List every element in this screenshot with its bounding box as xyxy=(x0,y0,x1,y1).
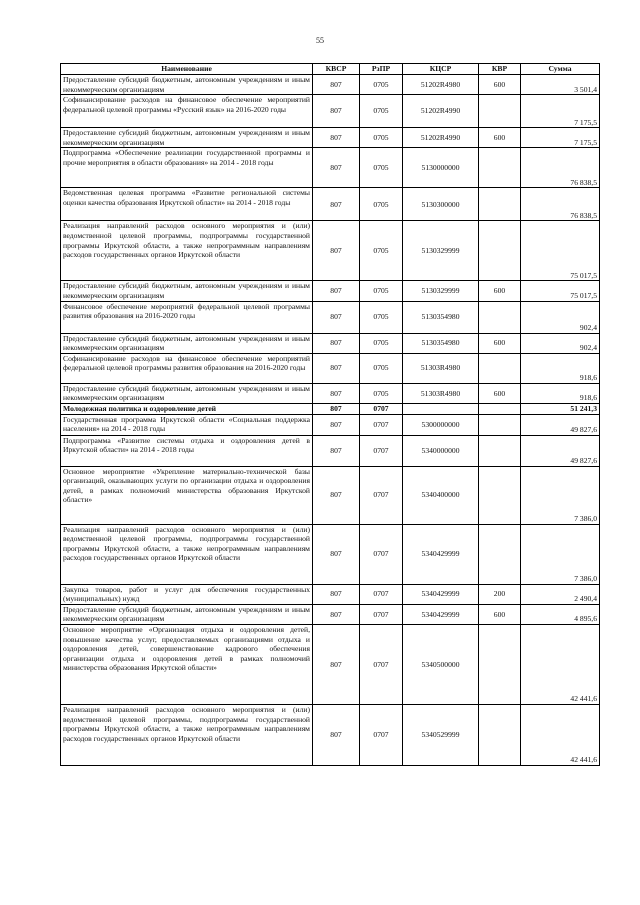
cell-name: Ведомственная целевая программа «Развитие региональной системы оценки качества образования Иркутской области» на 2014 - 2018 годы xyxy=(61,188,313,221)
cell-rzpr: 0705 xyxy=(360,383,403,403)
cell-kvsr: 807 xyxy=(313,221,360,281)
cell-sum: 7 386,0 xyxy=(521,524,600,584)
cell-kvr: 600 xyxy=(479,383,521,403)
cell-kvr: 600 xyxy=(479,333,521,353)
cell-rzpr: 0705 xyxy=(360,301,403,333)
cell-sum: 7 175,5 xyxy=(521,128,600,148)
header-name: Наименование xyxy=(61,64,313,75)
cell-kcsr xyxy=(403,403,479,414)
cell-kvr: 600 xyxy=(479,75,521,95)
table-row xyxy=(61,188,600,221)
cell-sum: 76 838,5 xyxy=(521,148,600,188)
cell-kvsr: 807 xyxy=(313,95,360,128)
header-kcsr: КЦСР xyxy=(403,64,479,75)
cell-kvsr: 807 xyxy=(313,301,360,333)
cell-kcsr: 51202R4990 xyxy=(403,128,479,148)
cell-kvsr: 807 xyxy=(313,281,360,301)
cell-rzpr: 0705 xyxy=(360,281,403,301)
cell-kcsr: 5130000000 xyxy=(403,148,479,188)
table-row xyxy=(61,301,600,333)
table-row xyxy=(61,333,600,353)
cell-rzpr: 0707 xyxy=(360,403,403,414)
table-row xyxy=(61,403,600,414)
cell-name: Реализация направлений расходов основного мероприятия и (или) ведомственной целевой программы, подпрограммы государственной программы Иркутской области, а также непрограммным направлениям расходов государственных органов Иркутской области xyxy=(61,524,313,584)
cell-sum: 42 441,6 xyxy=(521,704,600,765)
cell-kvr xyxy=(479,301,521,333)
budget-table xyxy=(60,63,600,766)
cell-kvr: 200 xyxy=(479,584,521,604)
cell-sum: 75 017,5 xyxy=(521,281,600,301)
cell-kvsr: 807 xyxy=(313,435,360,466)
cell-sum: 902,4 xyxy=(521,301,600,333)
cell-name: Предоставление субсидий бюджетным, автономным учреждениям и иным некоммерческим организациям xyxy=(61,604,313,624)
cell-kcsr: 5340500000 xyxy=(403,624,479,704)
cell-rzpr: 0705 xyxy=(360,148,403,188)
table-row xyxy=(61,281,600,301)
cell-sum: 7 175,5 xyxy=(521,95,600,128)
table-row xyxy=(61,704,600,765)
cell-sum: 49 827,6 xyxy=(521,435,600,466)
cell-kvsr: 807 xyxy=(313,148,360,188)
cell-kvsr: 807 xyxy=(313,403,360,414)
cell-kvr xyxy=(479,95,521,128)
table-row xyxy=(61,383,600,403)
cell-kvr: 600 xyxy=(479,128,521,148)
table-body xyxy=(61,75,600,766)
cell-name: Предоставление субсидий бюджетным, автономным учреждениям и иным некоммерческим организациям xyxy=(61,128,313,148)
cell-name: Основное мероприятие «Организация отдыха и оздоровления детей, повышение качества услуг, предоставляемых организациями отдыха и оздоровления детей, совершенствование кадрового обеспечения организации отдыха и оздоровления детей в рамках полномочий министерства образования Иркутской области» xyxy=(61,624,313,704)
cell-kcsr: 5130354980 xyxy=(403,301,479,333)
cell-kvr xyxy=(479,221,521,281)
cell-kvr xyxy=(479,188,521,221)
table-row xyxy=(61,524,600,584)
header-sum: Сумма xyxy=(521,64,600,75)
cell-rzpr: 0707 xyxy=(360,524,403,584)
cell-rzpr: 0707 xyxy=(360,604,403,624)
cell-sum: 49 827,6 xyxy=(521,414,600,435)
cell-name: Реализация направлений расходов основного мероприятия и (или) ведомственной целевой программы, подпрограммы государственной программы Иркутской области, а также непрограммным направлениям расходов государственных органов Иркутской области xyxy=(61,704,313,765)
header-rzpr: РзПР xyxy=(360,64,403,75)
cell-name: Предоставление субсидий бюджетным, автономным учреждениям и иным некоммерческим организациям xyxy=(61,333,313,353)
cell-kcsr: 5130329999 xyxy=(403,221,479,281)
header-kvsr: КВСР xyxy=(313,64,360,75)
cell-kvr xyxy=(479,435,521,466)
cell-kvsr: 807 xyxy=(313,414,360,435)
cell-kvsr: 807 xyxy=(313,188,360,221)
cell-kcsr: 5340000000 xyxy=(403,435,479,466)
cell-rzpr: 0707 xyxy=(360,584,403,604)
table-row xyxy=(61,414,600,435)
table-row xyxy=(61,353,600,383)
cell-kcsr: 5340429999 xyxy=(403,524,479,584)
cell-name: Реализация направлений расходов основного мероприятия и (или) ведомственной целевой программы, подпрограммы государственной программы Иркутской области, а также непрограммным направлениям расходов государственных органов Иркутской области xyxy=(61,221,313,281)
cell-rzpr: 0705 xyxy=(360,188,403,221)
cell-sum: 902,4 xyxy=(521,333,600,353)
header-kvr: КВР xyxy=(479,64,521,75)
cell-sum: 918,6 xyxy=(521,383,600,403)
cell-name: Молодежная политика и оздоровление детей xyxy=(61,403,313,414)
page-number: 55 xyxy=(316,36,324,45)
cell-kvr: 600 xyxy=(479,281,521,301)
table-row xyxy=(61,435,600,466)
cell-kvr xyxy=(479,524,521,584)
cell-kcsr: 5340529999 xyxy=(403,704,479,765)
table-row xyxy=(61,221,600,281)
table-row xyxy=(61,75,600,95)
cell-name: Государственная программа Иркутской области «Социальная поддержка населения» на 2014 - 2018 годы xyxy=(61,414,313,435)
cell-rzpr: 0705 xyxy=(360,353,403,383)
cell-kvr: 600 xyxy=(479,604,521,624)
cell-kvsr: 807 xyxy=(313,128,360,148)
cell-sum: 76 838,5 xyxy=(521,188,600,221)
cell-sum: 2 490,4 xyxy=(521,584,600,604)
cell-kcsr: 5340400000 xyxy=(403,466,479,524)
cell-name: Софинансирование расходов на финансовое обеспечение мероприятий федеральной целевой программы «Русский язык» на 2016-2020 годы xyxy=(61,95,313,128)
cell-kvr xyxy=(479,466,521,524)
table-row xyxy=(61,466,600,524)
cell-rzpr: 0705 xyxy=(360,333,403,353)
cell-kvr xyxy=(479,148,521,188)
cell-kvsr: 807 xyxy=(313,584,360,604)
cell-kcsr: 5340429999 xyxy=(403,584,479,604)
cell-rzpr: 0705 xyxy=(360,95,403,128)
table-row xyxy=(61,148,600,188)
cell-kvsr: 807 xyxy=(313,524,360,584)
cell-kcsr: 5300000000 xyxy=(403,414,479,435)
cell-sum: 7 386,0 xyxy=(521,466,600,524)
cell-rzpr: 0707 xyxy=(360,435,403,466)
cell-name: Предоставление субсидий бюджетным, автономным учреждениям и иным некоммерческим организациям xyxy=(61,75,313,95)
cell-kvr xyxy=(479,704,521,765)
cell-kvsr: 807 xyxy=(313,353,360,383)
cell-rzpr: 0707 xyxy=(360,624,403,704)
cell-kcsr: 5130354980 xyxy=(403,333,479,353)
cell-kvsr: 807 xyxy=(313,624,360,704)
table-row xyxy=(61,584,600,604)
cell-name: Софинансирование расходов на финансовое обеспечение мероприятий федеральной целевой программы развития образования на 2016-2020 годы xyxy=(61,353,313,383)
cell-kcsr: 5130300000 xyxy=(403,188,479,221)
table-row xyxy=(61,624,600,704)
cell-kvr xyxy=(479,353,521,383)
cell-rzpr: 0707 xyxy=(360,704,403,765)
cell-rzpr: 0707 xyxy=(360,466,403,524)
cell-rzpr: 0705 xyxy=(360,221,403,281)
cell-kcsr: 5130329999 xyxy=(403,281,479,301)
cell-sum: 51 241,3 xyxy=(521,403,600,414)
cell-name: Основное мероприятие «Укрепление материально-технической базы организаций, оказывающих услуги по организации отдыха и оздоровления детей, в рамках полномочий министерства образования Иркутской области» xyxy=(61,466,313,524)
table-row xyxy=(61,95,600,128)
cell-rzpr: 0705 xyxy=(360,75,403,95)
cell-name: Подпрограмма «Развитие системы отдыха и оздоровления детей в Иркутской области» на 2014 - 2018 годы xyxy=(61,435,313,466)
cell-name: Закупка товаров, работ и услуг для обеспечения государственных (муниципальных) нужд xyxy=(61,584,313,604)
cell-sum: 75 017,5 xyxy=(521,221,600,281)
cell-kvsr: 807 xyxy=(313,383,360,403)
cell-kcsr: 51202R4990 xyxy=(403,95,479,128)
cell-name: Финансовое обеспечение мероприятий федеральной целевой программы развития образования на 2016-2020 годы xyxy=(61,301,313,333)
cell-kvr xyxy=(479,414,521,435)
table-row xyxy=(61,604,600,624)
cell-kvsr: 807 xyxy=(313,704,360,765)
cell-name: Предоставление субсидий бюджетным, автономным учреждениям и иным некоммерческим организациям xyxy=(61,281,313,301)
cell-kvr xyxy=(479,624,521,704)
cell-name: Подпрограмма «Обеспечение реализации государственной программы и прочие мероприятия в области образования» на 2014 - 2018 годы xyxy=(61,148,313,188)
cell-sum: 42 441,6 xyxy=(521,624,600,704)
table-header-row xyxy=(61,64,600,75)
cell-sum: 918,6 xyxy=(521,353,600,383)
table-row xyxy=(61,128,600,148)
cell-kcsr: 5340429999 xyxy=(403,604,479,624)
cell-name: Предоставление субсидий бюджетным, автономным учреждениям и иным некоммерческим организациям xyxy=(61,383,313,403)
cell-kvr xyxy=(479,403,521,414)
cell-kvsr: 807 xyxy=(313,333,360,353)
cell-kcsr: 51202R4980 xyxy=(403,75,479,95)
cell-kvsr: 807 xyxy=(313,75,360,95)
cell-kcsr: 51303R4980 xyxy=(403,353,479,383)
cell-kvsr: 807 xyxy=(313,466,360,524)
cell-kvsr: 807 xyxy=(313,604,360,624)
cell-kcsr: 51303R4980 xyxy=(403,383,479,403)
cell-rzpr: 0705 xyxy=(360,128,403,148)
cell-sum: 3 501,4 xyxy=(521,75,600,95)
cell-sum: 4 895,6 xyxy=(521,604,600,624)
cell-rzpr: 0707 xyxy=(360,414,403,435)
